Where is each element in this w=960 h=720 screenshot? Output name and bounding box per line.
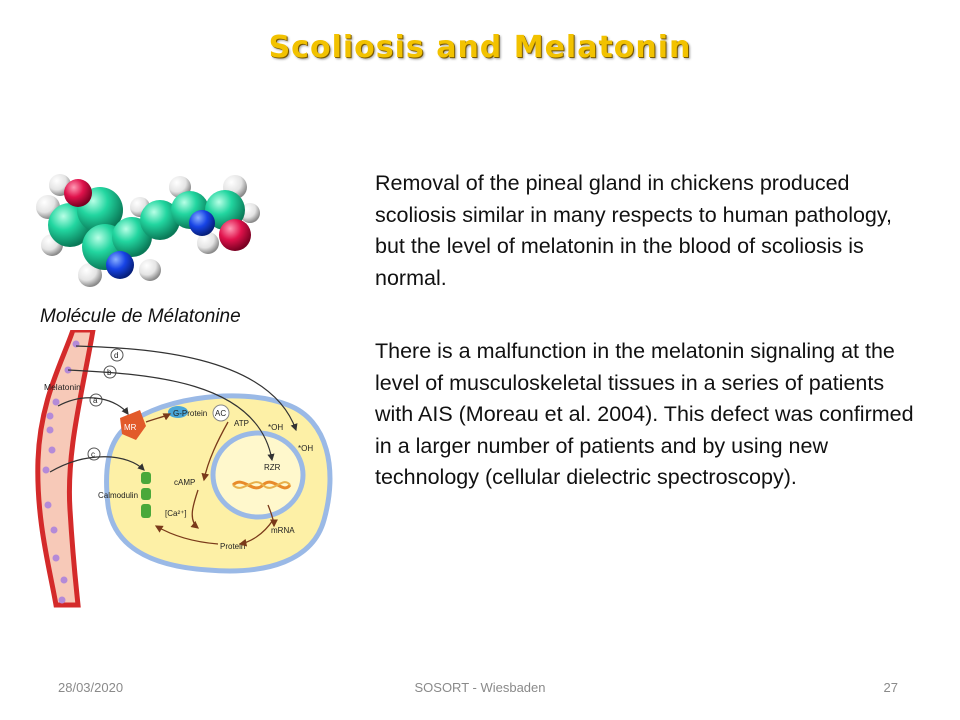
- paragraph-pinealectomy: Removal of the pineal gland in chickens produced scoliosis similar in many respects to human pathology, but the level of melatonin in the blood of scoliosis is normal.: [375, 171, 893, 290]
- molecule-caption: Molécule de Mélatonine: [40, 306, 241, 327]
- pathway-a-label: a: [93, 396, 98, 405]
- camp-label: cAMP: [174, 478, 196, 487]
- rzr-label: RZR: [264, 463, 281, 472]
- pathway-d-label: d: [114, 351, 119, 360]
- mr-label: MR: [124, 423, 137, 432]
- atp-label: ATP: [234, 419, 249, 428]
- pathway-b-label: b: [107, 368, 112, 377]
- hydroxyl-label: *OH: [298, 444, 314, 453]
- nitrogen-atom: [106, 251, 134, 279]
- footer-page-number: 27: [883, 680, 898, 695]
- oxygen-atom: [64, 179, 92, 207]
- melatonin-label: Melatonin: [44, 382, 81, 392]
- g-protein-label: G-Protein: [173, 409, 208, 418]
- mrna-label: mRNA: [271, 526, 295, 535]
- slide-title: Scoliosis and Melatonin: [268, 30, 692, 65]
- pathway-c-label: c: [91, 450, 95, 459]
- nitrogen-atom: [189, 210, 215, 236]
- ac-label: AC: [215, 409, 227, 418]
- hydroxyl-label: *OH: [268, 423, 284, 432]
- footer-event: SOSORT - Wiesbaden: [414, 680, 546, 695]
- protein-label: Protein: [220, 542, 246, 551]
- oxygen-atom: [219, 219, 251, 251]
- paragraph-signaling-defect: There is a malfunction in the melatonin signaling at the level of musculoskeletal tissues in a series of patients with AIS (Moreau et al. 2004). This defect was confirmed in a larger number of patients and by using new technology (cellular dielectric spectroscopy).: [375, 339, 914, 489]
- calcium-label: [Ca²⁺]: [165, 509, 187, 518]
- nucleus: [213, 433, 303, 517]
- calmodulin-shape: [141, 472, 151, 518]
- melatonin-signaling-diagram: [28, 330, 338, 610]
- footer-date: 28/03/2020: [58, 680, 124, 695]
- calmodulin-label: Calmodulin: [98, 491, 139, 500]
- melatonin-molecule-image: [30, 165, 260, 295]
